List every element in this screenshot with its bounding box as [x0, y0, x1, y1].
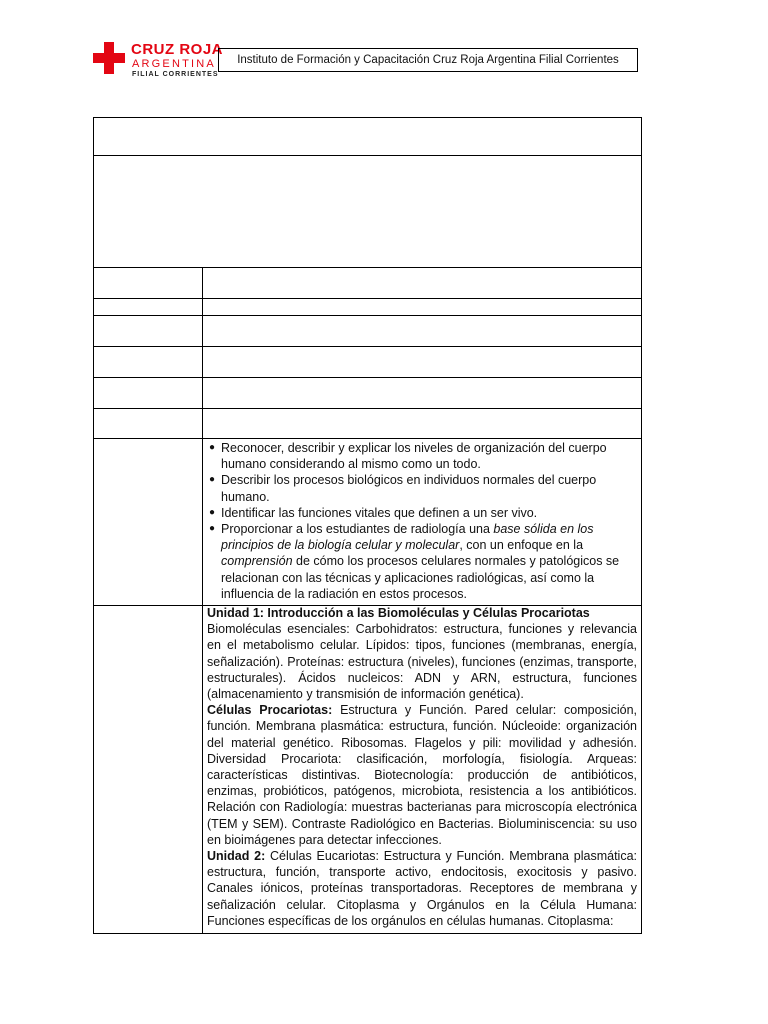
row-divider — [94, 438, 641, 439]
objective-item — [207, 440, 637, 472]
row-divider — [94, 315, 641, 316]
column-divider — [202, 267, 203, 933]
contents-cell — [207, 605, 637, 933]
program-table — [93, 117, 642, 934]
bullet-icon: ● — [209, 442, 216, 453]
objective-item — [207, 472, 637, 504]
logo-text-filial: FILIAL CORRIENTES — [132, 71, 219, 78]
row-divider — [94, 267, 641, 268]
objective-text: Proporcionar a los estudiantes de radiología una — [221, 522, 494, 537]
bullet-icon: ● — [209, 523, 216, 535]
row-divider — [94, 155, 641, 156]
institute-header: Instituto de Formación y Capacitación Cruz Roja Argentina Filial Corrientes — [218, 48, 638, 72]
objective-item — [207, 505, 637, 521]
objective-item — [207, 521, 637, 602]
unit-2-paragraph — [207, 848, 637, 929]
cruz-roja-logo — [92, 42, 222, 82]
procariotas-text: Estructura y Función. Pared celular: composición, función. Membrana plasmática: estructura, función. Núcleoide: organización del material genético. Ribosomas. Flagelos y pili: movilidad y adhesión. Diversidad Procariota: clasificación, morfología, fisiología. Arqueas: características distintivas. Biotecnología: producción de antibióticos, enzimas, probióticos, patógenos, microbiota, resistencia a los antibióticos. Relación con Radiología: muestras bacterianas para microscopía electrónica (TEM y SEM). Contraste Radiológico en Bacterias. Bioluminiscencia: su uso en bioimágenes para detectar infecciones. — [207, 703, 637, 847]
row-divider — [94, 377, 641, 378]
red-cross-icon-bar — [93, 53, 125, 63]
unit-1-text: Biomoléculas esenciales: Carbohidratos: estructura, funciones y relevancia en el metabolismo celular. Lípidos: tipos, funciones (membranas, energía, señalización). Proteínas: estructura (niveles), funciones (enzimas, transporte, estructurales). Ácidos nucleicos: ADN y ARN, estructura, funciones (almacenamiento y transmisión de información genética). — [207, 622, 637, 702]
objective-text: de cómo los procesos celulares normales y patológicos se relacionan con las técnicas y aplicaciones radiológicas, así como la influencia de la radiación en estos procesos. — [221, 554, 620, 601]
objective-emphasis: comprensión — [221, 554, 293, 569]
row-divider — [94, 408, 641, 409]
bullet-icon: ● — [209, 506, 216, 518]
objectives-cell — [207, 440, 637, 602]
objective-emphasis: base sólida en los principios de la biología celular y molecular — [221, 522, 594, 553]
logo-text-cruz-roja: CRUZ ROJA — [131, 41, 224, 58]
row-divider — [94, 346, 641, 347]
objective-text: Identificar las funciones vitales que definen a un ser vivo. — [221, 505, 538, 520]
bullet-icon: ● — [209, 474, 216, 486]
procariotas-heading: Células Procariotas: — [207, 703, 333, 718]
objective-text: Reconocer, describir y explicar los niveles de organización del cuerpo humano considerando al mismo como un todo. — [221, 441, 607, 472]
unit-2-heading: Unidad 2: — [207, 849, 266, 864]
objective-text: , con un enfoque en la — [459, 538, 584, 553]
unit-1-heading: Unidad 1: Introducción a las Biomoléculas y Células Procariotas — [207, 606, 590, 620]
unit-2-text: Células Eucariotas: Estructura y Función. Membrana plasmática: estructura, función, transporte activo, endocitosis, exocitosis y pasivo. Canales iónicos, proteínas transportadoras. Receptores de membrana y señalización celular. Citoplasma y Orgánulos en la Célula Humana: Funciones específicas de los orgánulos en células humanas. Citoplasma: — [207, 849, 637, 928]
row-divider — [94, 298, 641, 299]
procariotas-paragraph — [207, 702, 637, 848]
logo-text-argentina: ARGENTINA — [132, 58, 216, 70]
objective-text: Describir los procesos biológicos en individuos normales del cuerpo humano. — [221, 473, 597, 504]
